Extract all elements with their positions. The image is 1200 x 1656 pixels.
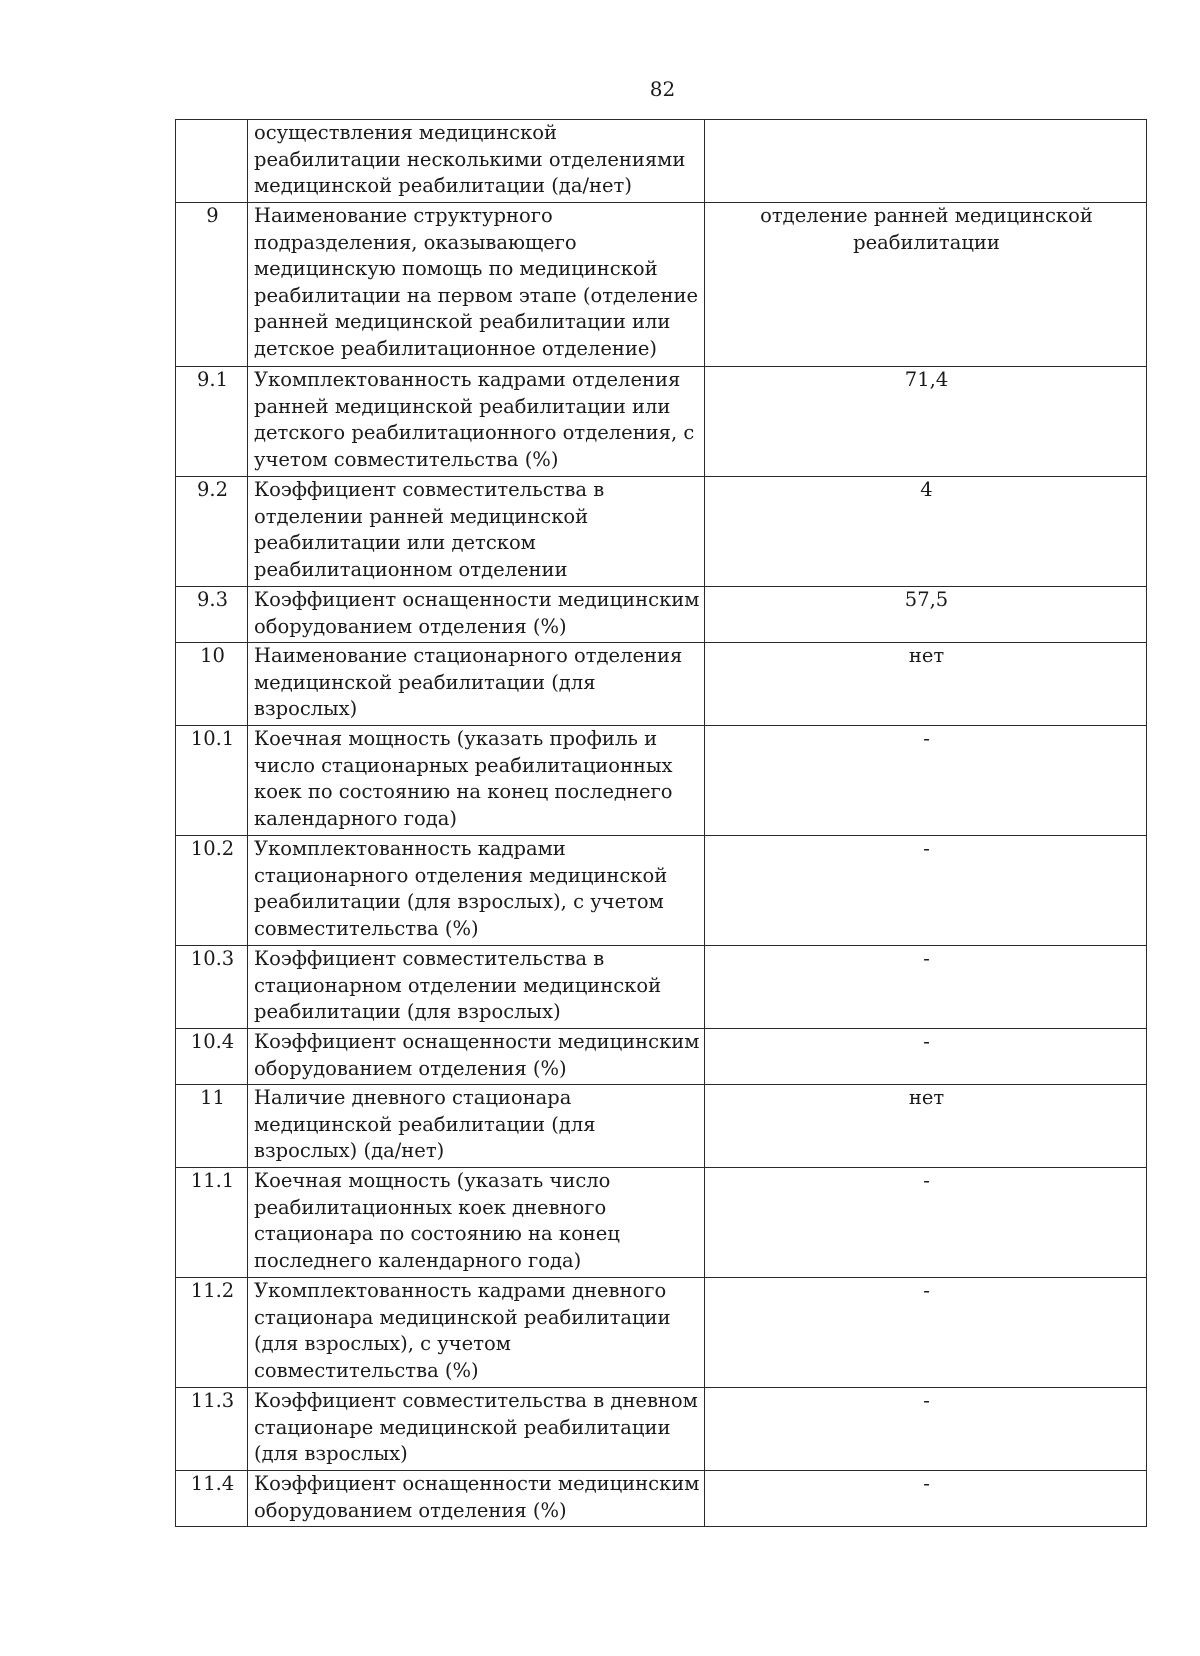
indicator-name-cell bbox=[248, 120, 705, 203]
indicator-name: Коэффициент совместительства в стационарном отделении медицинской реабилитации (для взрослых) bbox=[254, 947, 662, 1023]
indicator-name-cell bbox=[248, 643, 705, 726]
row-number: 11.3 bbox=[190, 1389, 235, 1412]
row-number-cell bbox=[176, 1085, 248, 1168]
indicator-value: - bbox=[923, 1169, 930, 1192]
indicator-value: - bbox=[923, 1472, 930, 1495]
indicator-name: Укомплектованность кадрами отделения ранней медицинской реабилитации или детского реабилитационного отделения, с учетом совместительства (%) bbox=[254, 368, 695, 471]
indicator-value-cell bbox=[705, 1388, 1147, 1471]
row-number-cell bbox=[176, 1388, 248, 1471]
table-row bbox=[176, 587, 1147, 643]
row-number-cell bbox=[176, 726, 248, 836]
table-row bbox=[176, 1085, 1147, 1168]
table-row bbox=[176, 1471, 1147, 1527]
table-row bbox=[176, 643, 1147, 726]
indicator-name: Коэффициент оснащенности медицинским оборудованием отделения (%) bbox=[254, 1030, 700, 1080]
table-row bbox=[176, 367, 1147, 477]
indicator-value-cell bbox=[705, 726, 1147, 836]
row-number: 11.1 bbox=[190, 1169, 235, 1192]
indicator-name: Наименование структурного подразделения, оказывающего медицинскую помощь по медицинской реабилитации на первом этапе (отделение ранней медицинской реабилитации или детское реабилитационное отделение) bbox=[254, 204, 699, 360]
row-number-cell bbox=[176, 203, 248, 367]
indicator-name-cell bbox=[248, 367, 705, 477]
indicator-name: Коэффициент оснащенности медицинским оборудованием отделения (%) bbox=[254, 1472, 700, 1522]
indicator-value: 4 bbox=[920, 478, 933, 501]
indicator-name-cell bbox=[248, 1085, 705, 1168]
indicator-name-cell bbox=[248, 726, 705, 836]
indicator-value-cell bbox=[705, 367, 1147, 477]
table-row bbox=[176, 203, 1147, 367]
indicator-name: Коэффициент оснащенности медицинским оборудованием отделения (%) bbox=[254, 588, 700, 638]
row-number-cell bbox=[176, 477, 248, 587]
indicator-value: 71,4 bbox=[904, 368, 949, 391]
indicator-name: Наличие дневного стационара медицинской реабилитации (для взрослых) (да/нет) bbox=[254, 1086, 596, 1162]
row-number: 11.4 bbox=[190, 1472, 235, 1495]
row-number: 10.1 bbox=[190, 727, 235, 750]
indicator-value: отделение ранней медицинской реабилитации bbox=[760, 204, 1093, 254]
indicator-name: Коечная мощность (указать профиль и число стационарных реабилитационных коек по состоянию на конец последнего календарного года) bbox=[254, 727, 673, 830]
row-number: 10.4 bbox=[190, 1030, 235, 1053]
indicator-value-cell bbox=[705, 477, 1147, 587]
table-row bbox=[176, 1029, 1147, 1085]
indicator-value-cell bbox=[705, 587, 1147, 643]
indicator-name: осуществления медицинской реабилитации несколькими отделениями медицинской реабилитации (да/нет) bbox=[254, 121, 686, 197]
row-number: 9.2 bbox=[196, 478, 228, 501]
indicator-value-cell bbox=[705, 1085, 1147, 1168]
indicator-name: Коечная мощность (указать число реабилитационных коек дневного стационара по состоянию на конец последнего календарного года) bbox=[254, 1169, 620, 1272]
indicator-value: - bbox=[923, 727, 930, 750]
indicators-table bbox=[175, 119, 1147, 1527]
row-number: 9.3 bbox=[196, 588, 228, 611]
row-number-cell bbox=[176, 1278, 248, 1388]
row-number-cell bbox=[176, 643, 248, 726]
table-row bbox=[176, 1278, 1147, 1388]
indicator-value: - bbox=[923, 1279, 930, 1302]
indicator-name-cell bbox=[248, 587, 705, 643]
row-number-cell bbox=[176, 1029, 248, 1085]
row-number: 10.2 bbox=[190, 837, 235, 860]
row-number-cell bbox=[176, 367, 248, 477]
table-row bbox=[176, 836, 1147, 946]
table-row bbox=[176, 726, 1147, 836]
indicator-value-cell bbox=[705, 643, 1147, 726]
indicator-name: Коэффициент совместительства в дневном стационаре медицинской реабилитации (для взрослых) bbox=[254, 1389, 698, 1465]
indicator-value: нет bbox=[908, 1086, 945, 1109]
table-row bbox=[176, 946, 1147, 1029]
indicator-name-cell bbox=[248, 1168, 705, 1278]
row-number-cell bbox=[176, 946, 248, 1029]
indicator-name-cell bbox=[248, 477, 705, 587]
indicator-value-cell bbox=[705, 946, 1147, 1029]
indicator-value: - bbox=[923, 1389, 930, 1412]
indicator-name-cell bbox=[248, 1278, 705, 1388]
indicator-name-cell bbox=[248, 1029, 705, 1085]
indicator-value: - bbox=[923, 1030, 930, 1053]
indicator-name: Укомплектованность кадрами дневного стационара медицинской реабилитации (для взрослых), с учетом совместительства (%) bbox=[254, 1279, 671, 1382]
indicator-value: нет bbox=[908, 644, 945, 667]
indicator-value-cell bbox=[705, 203, 1147, 367]
row-number-cell bbox=[176, 1168, 248, 1278]
indicator-value-cell bbox=[705, 1029, 1147, 1085]
indicator-name: Коэффициент совместительства в отделении ранней медицинской реабилитации или детском реабилитационном отделении bbox=[254, 478, 605, 581]
indicator-name-cell bbox=[248, 203, 705, 367]
indicator-value: - bbox=[923, 947, 930, 970]
row-number-cell bbox=[176, 1471, 248, 1527]
table-row bbox=[176, 1388, 1147, 1471]
indicator-name-cell bbox=[248, 946, 705, 1029]
row-number-cell bbox=[176, 836, 248, 946]
indicator-value: 57,5 bbox=[904, 588, 949, 611]
row-number: 9 bbox=[206, 204, 219, 227]
indicator-name: Наименование стационарного отделения медицинской реабилитации (для взрослых) bbox=[254, 644, 683, 720]
indicator-name-cell bbox=[248, 1388, 705, 1471]
indicator-name-cell bbox=[248, 1471, 705, 1527]
row-number: 10 bbox=[200, 644, 225, 667]
indicator-name: Укомплектованность кадрами стационарного отделения медицинской реабилитации (для взрослых), с учетом совместительства (%) bbox=[254, 837, 668, 940]
table-row bbox=[176, 1168, 1147, 1278]
indicator-value-cell bbox=[705, 120, 1147, 203]
table-row bbox=[176, 120, 1147, 203]
indicator-name-cell bbox=[248, 836, 705, 946]
row-number: 11.2 bbox=[190, 1279, 235, 1302]
row-number-cell bbox=[176, 587, 248, 643]
row-number-cell bbox=[176, 120, 248, 203]
indicator-value: - bbox=[923, 837, 930, 860]
indicator-value-cell bbox=[705, 1278, 1147, 1388]
row-number: 11 bbox=[200, 1086, 225, 1109]
row-number: 9.1 bbox=[196, 368, 228, 391]
row-number: 10.3 bbox=[190, 947, 235, 970]
page-number: 82 bbox=[649, 77, 676, 101]
indicator-value-cell bbox=[705, 836, 1147, 946]
indicator-value-cell bbox=[705, 1471, 1147, 1527]
indicator-value-cell bbox=[705, 1168, 1147, 1278]
table-row bbox=[176, 477, 1147, 587]
table-body bbox=[176, 120, 1147, 1527]
